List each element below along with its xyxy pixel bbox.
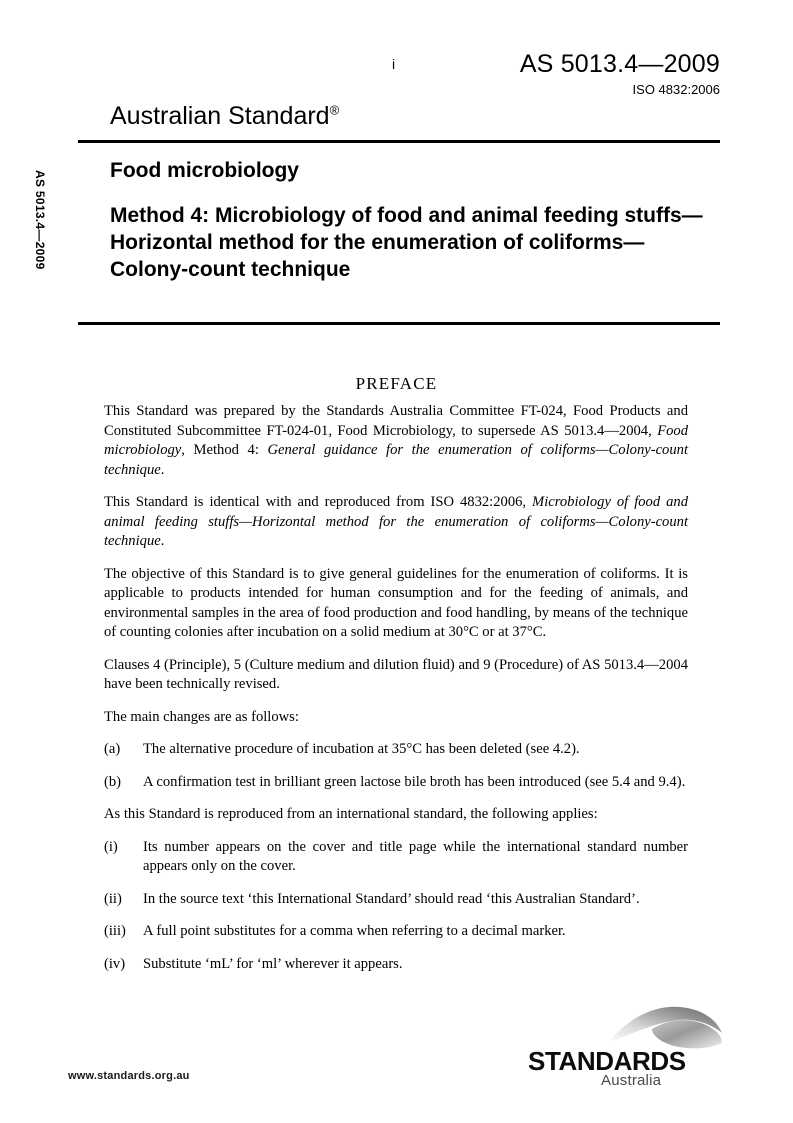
- list-item: [104, 773, 688, 793]
- list-text: Substitute ‘mL’ for ‘ml’ wherever it appears.: [143, 955, 403, 972]
- swoosh-icon: [606, 1003, 724, 1051]
- list-item: [104, 890, 688, 910]
- document-header: [520, 50, 720, 98]
- registered-mark-icon: ®: [329, 102, 340, 118]
- list-marker: (i): [104, 838, 118, 855]
- iso-number: ISO 4832:2006: [632, 82, 720, 97]
- preface-paragraph: As this Standard is reproduced from an international standard, the following applies:: [104, 806, 598, 822]
- standards-australia-logo: [528, 1003, 723, 1089]
- page-subtitle: Method 4: Microbiology of food and animal feeding stuffs—Horizontal method for the enumeration of coliforms—Colony-count technique: [110, 204, 703, 281]
- preface-paragraph: The objective of this Standard is to give general guidelines for the enumeration of coliforms. It is applicable to products intended for human consumption and for the feeding of animals, and environmental samples in the area of food production and food handling, by means of the technique of counting colonies after incubation on a solid medium at 30°C or at 37°C.: [104, 565, 688, 640]
- rule-bottom: [78, 322, 720, 325]
- list-item: [104, 740, 688, 760]
- list-text: Its number appears on the cover and title page while the international standard number appears only on the cover.: [143, 838, 688, 874]
- list-item: [104, 838, 688, 877]
- page-folio: i: [392, 56, 396, 72]
- preface-paragraph: This Standard was prepared by the Standards Australia Committee FT-024, Food Products and Constituted Subcommittee FT-024-01, Food Microbiology, to supersede AS 5013.4—2004, Food microbiology, Method 4: General guidance for the enumeration of coliforms—Colony-count technique.: [104, 403, 688, 478]
- brand-line: [110, 101, 339, 131]
- list-item: [104, 955, 688, 975]
- standard-number: AS 5013.4—2009: [519, 50, 720, 78]
- footer-url[interactable]: www.standards.org.au: [68, 1070, 190, 1082]
- spine-label: AS 5013.4—2009: [33, 170, 47, 270]
- preface-paragraph: This Standard is identical with and reproduced from ISO 4832:2006, Microbiology of food and animal feeding stuffs—Horizontal method for the enumeration of coliforms—Colony-count technique.: [104, 494, 688, 549]
- list-marker: (ii): [104, 890, 122, 907]
- list-text: The alternative procedure of incubation at 35°C has been deleted (see 4.2).: [143, 741, 580, 757]
- brand-text: Australian Standard: [110, 102, 330, 130]
- list-marker: (b): [104, 773, 122, 790]
- list-marker: (iv): [104, 955, 126, 972]
- title-block: [110, 158, 710, 283]
- logo-wordmark: STANDARDS: [528, 1046, 686, 1076]
- preface-paragraph: Clauses 4 (Principle), 5 (Culture medium and dilution fluid) and 9 (Procedure) of AS 5013.4—2004 have been technically revised.: [104, 656, 688, 692]
- list-marker: (iii): [104, 923, 126, 939]
- list-text: A confirmation test in brilliant green lactose bile broth has been introduced (see 5.4 and 9.4).: [143, 773, 686, 790]
- rule-top: [78, 140, 720, 143]
- preface-paragraph: The main changes are as follows:: [104, 708, 299, 725]
- list-text: A full point substitutes for a comma when referring to a decimal marker.: [143, 923, 566, 939]
- page-title: Food microbiology: [110, 159, 299, 182]
- list-item: [104, 922, 688, 942]
- list-marker: (a): [104, 741, 121, 757]
- logo-subtext: Australia: [601, 1072, 662, 1089]
- preface-body: [104, 402, 688, 987]
- preface-heading: PREFACE: [355, 374, 438, 393]
- list-text: In the source text ‘this International Standard’ should read ‘this Australian Standard’.: [143, 890, 640, 907]
